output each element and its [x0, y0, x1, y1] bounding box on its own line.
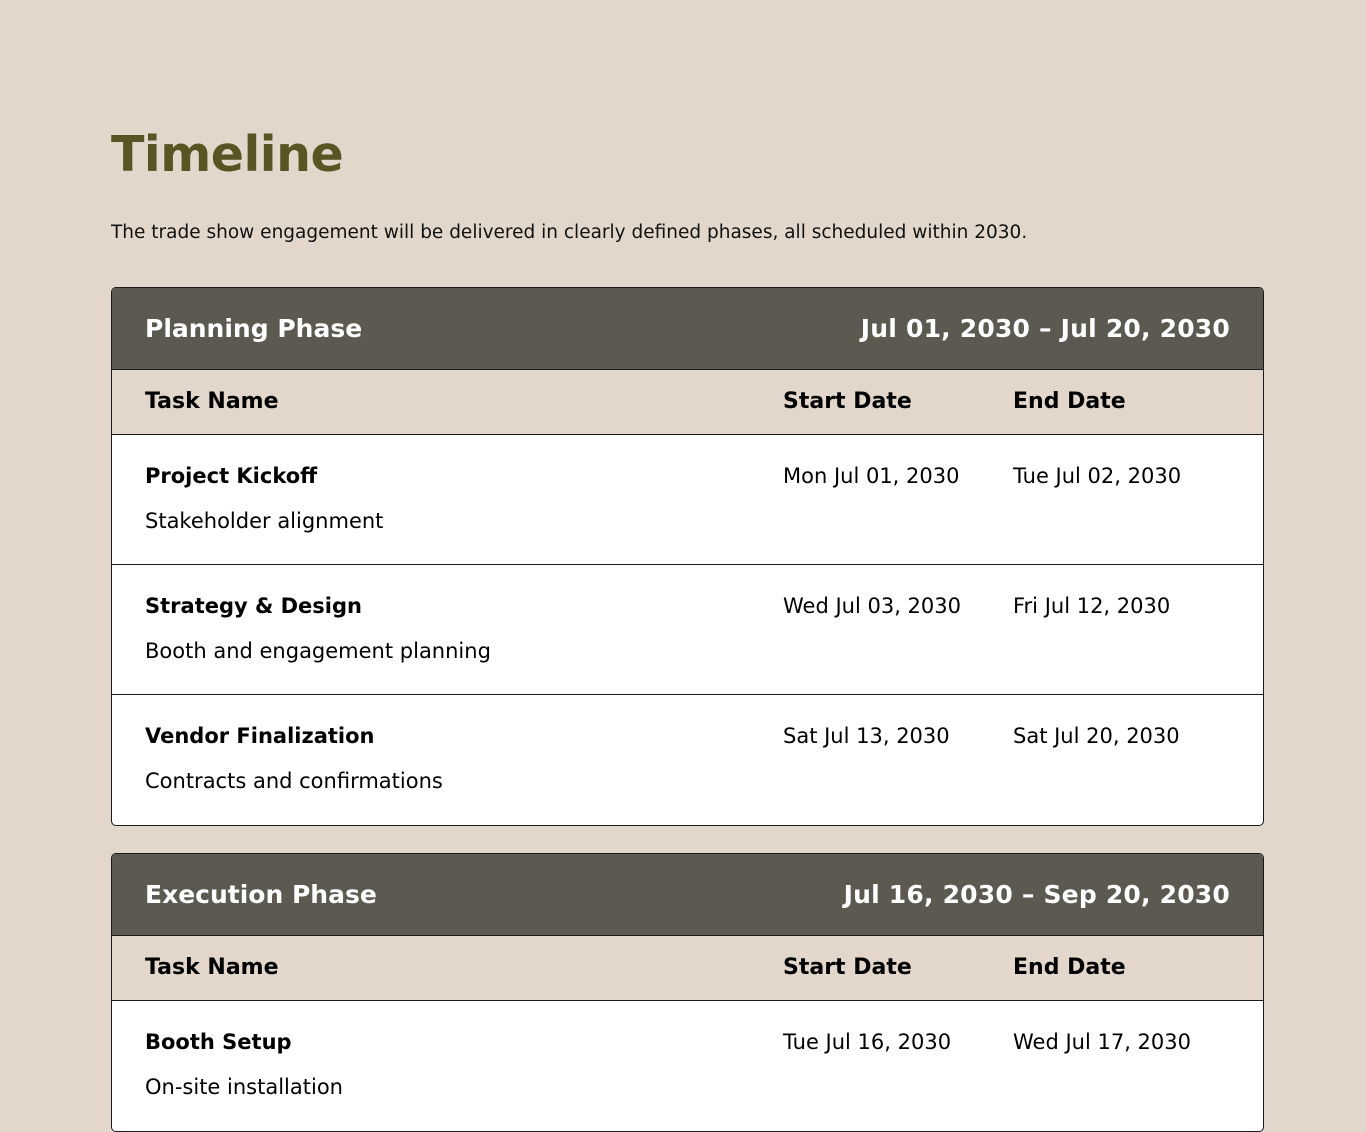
phase-name: Execution Phase — [145, 879, 377, 909]
table-row — [112, 1001, 1263, 1131]
phase-header — [112, 854, 1263, 936]
task-end-date: Wed Jul 17, 2030 — [1013, 1029, 1191, 1054]
task-description: Booth and engagement planning — [145, 638, 491, 663]
phase-name: Planning Phase — [145, 313, 363, 343]
phase-date-range: Jul 16, 2030 – Sep 20, 2030 — [843, 879, 1230, 909]
task-start-date: Tue Jul 16, 2030 — [783, 1029, 952, 1054]
column-header-start: Start Date — [783, 389, 912, 414]
task-end-date: Fri Jul 12, 2030 — [1013, 593, 1171, 618]
task-description: Stakeholder alignment — [145, 508, 384, 533]
task-name: Vendor Finalization — [145, 723, 375, 748]
task-name: Booth Setup — [145, 1029, 292, 1054]
table-row — [112, 565, 1263, 695]
column-header-task: Task Name — [145, 955, 279, 980]
task-cell — [145, 1029, 783, 1131]
table-row — [112, 695, 1263, 825]
task-start-date: Wed Jul 03, 2030 — [783, 593, 961, 618]
page-intro: The trade show engagement will be delivered in clearly defined phases, all scheduled within 2030. — [111, 222, 1028, 243]
task-cell — [145, 463, 783, 564]
task-end-date: Tue Jul 02, 2030 — [1013, 463, 1182, 488]
task-description: On-site installation — [145, 1074, 343, 1099]
phase-card-planning — [111, 287, 1264, 826]
column-header-task: Task Name — [145, 389, 279, 414]
column-header-end: End Date — [1013, 955, 1126, 980]
task-end-date: Sat Jul 20, 2030 — [1013, 723, 1180, 748]
phase-date-range: Jul 01, 2030 – Jul 20, 2030 — [860, 313, 1230, 343]
task-name: Project Kickoff — [145, 463, 318, 488]
task-start-date: Sat Jul 13, 2030 — [783, 723, 950, 748]
table-header — [112, 370, 1263, 435]
task-cell — [145, 593, 783, 694]
page-title: Timeline — [111, 126, 344, 183]
phase-card-execution — [111, 853, 1264, 1132]
phase-header — [112, 288, 1263, 370]
task-name: Strategy & Design — [145, 593, 362, 618]
table-row — [112, 435, 1263, 565]
table-header — [112, 936, 1263, 1001]
column-header-end: End Date — [1013, 389, 1126, 414]
task-start-date: Mon Jul 01, 2030 — [783, 463, 960, 488]
task-cell — [145, 723, 783, 825]
column-header-start: Start Date — [783, 955, 912, 980]
task-description: Contracts and confirmations — [145, 768, 443, 793]
